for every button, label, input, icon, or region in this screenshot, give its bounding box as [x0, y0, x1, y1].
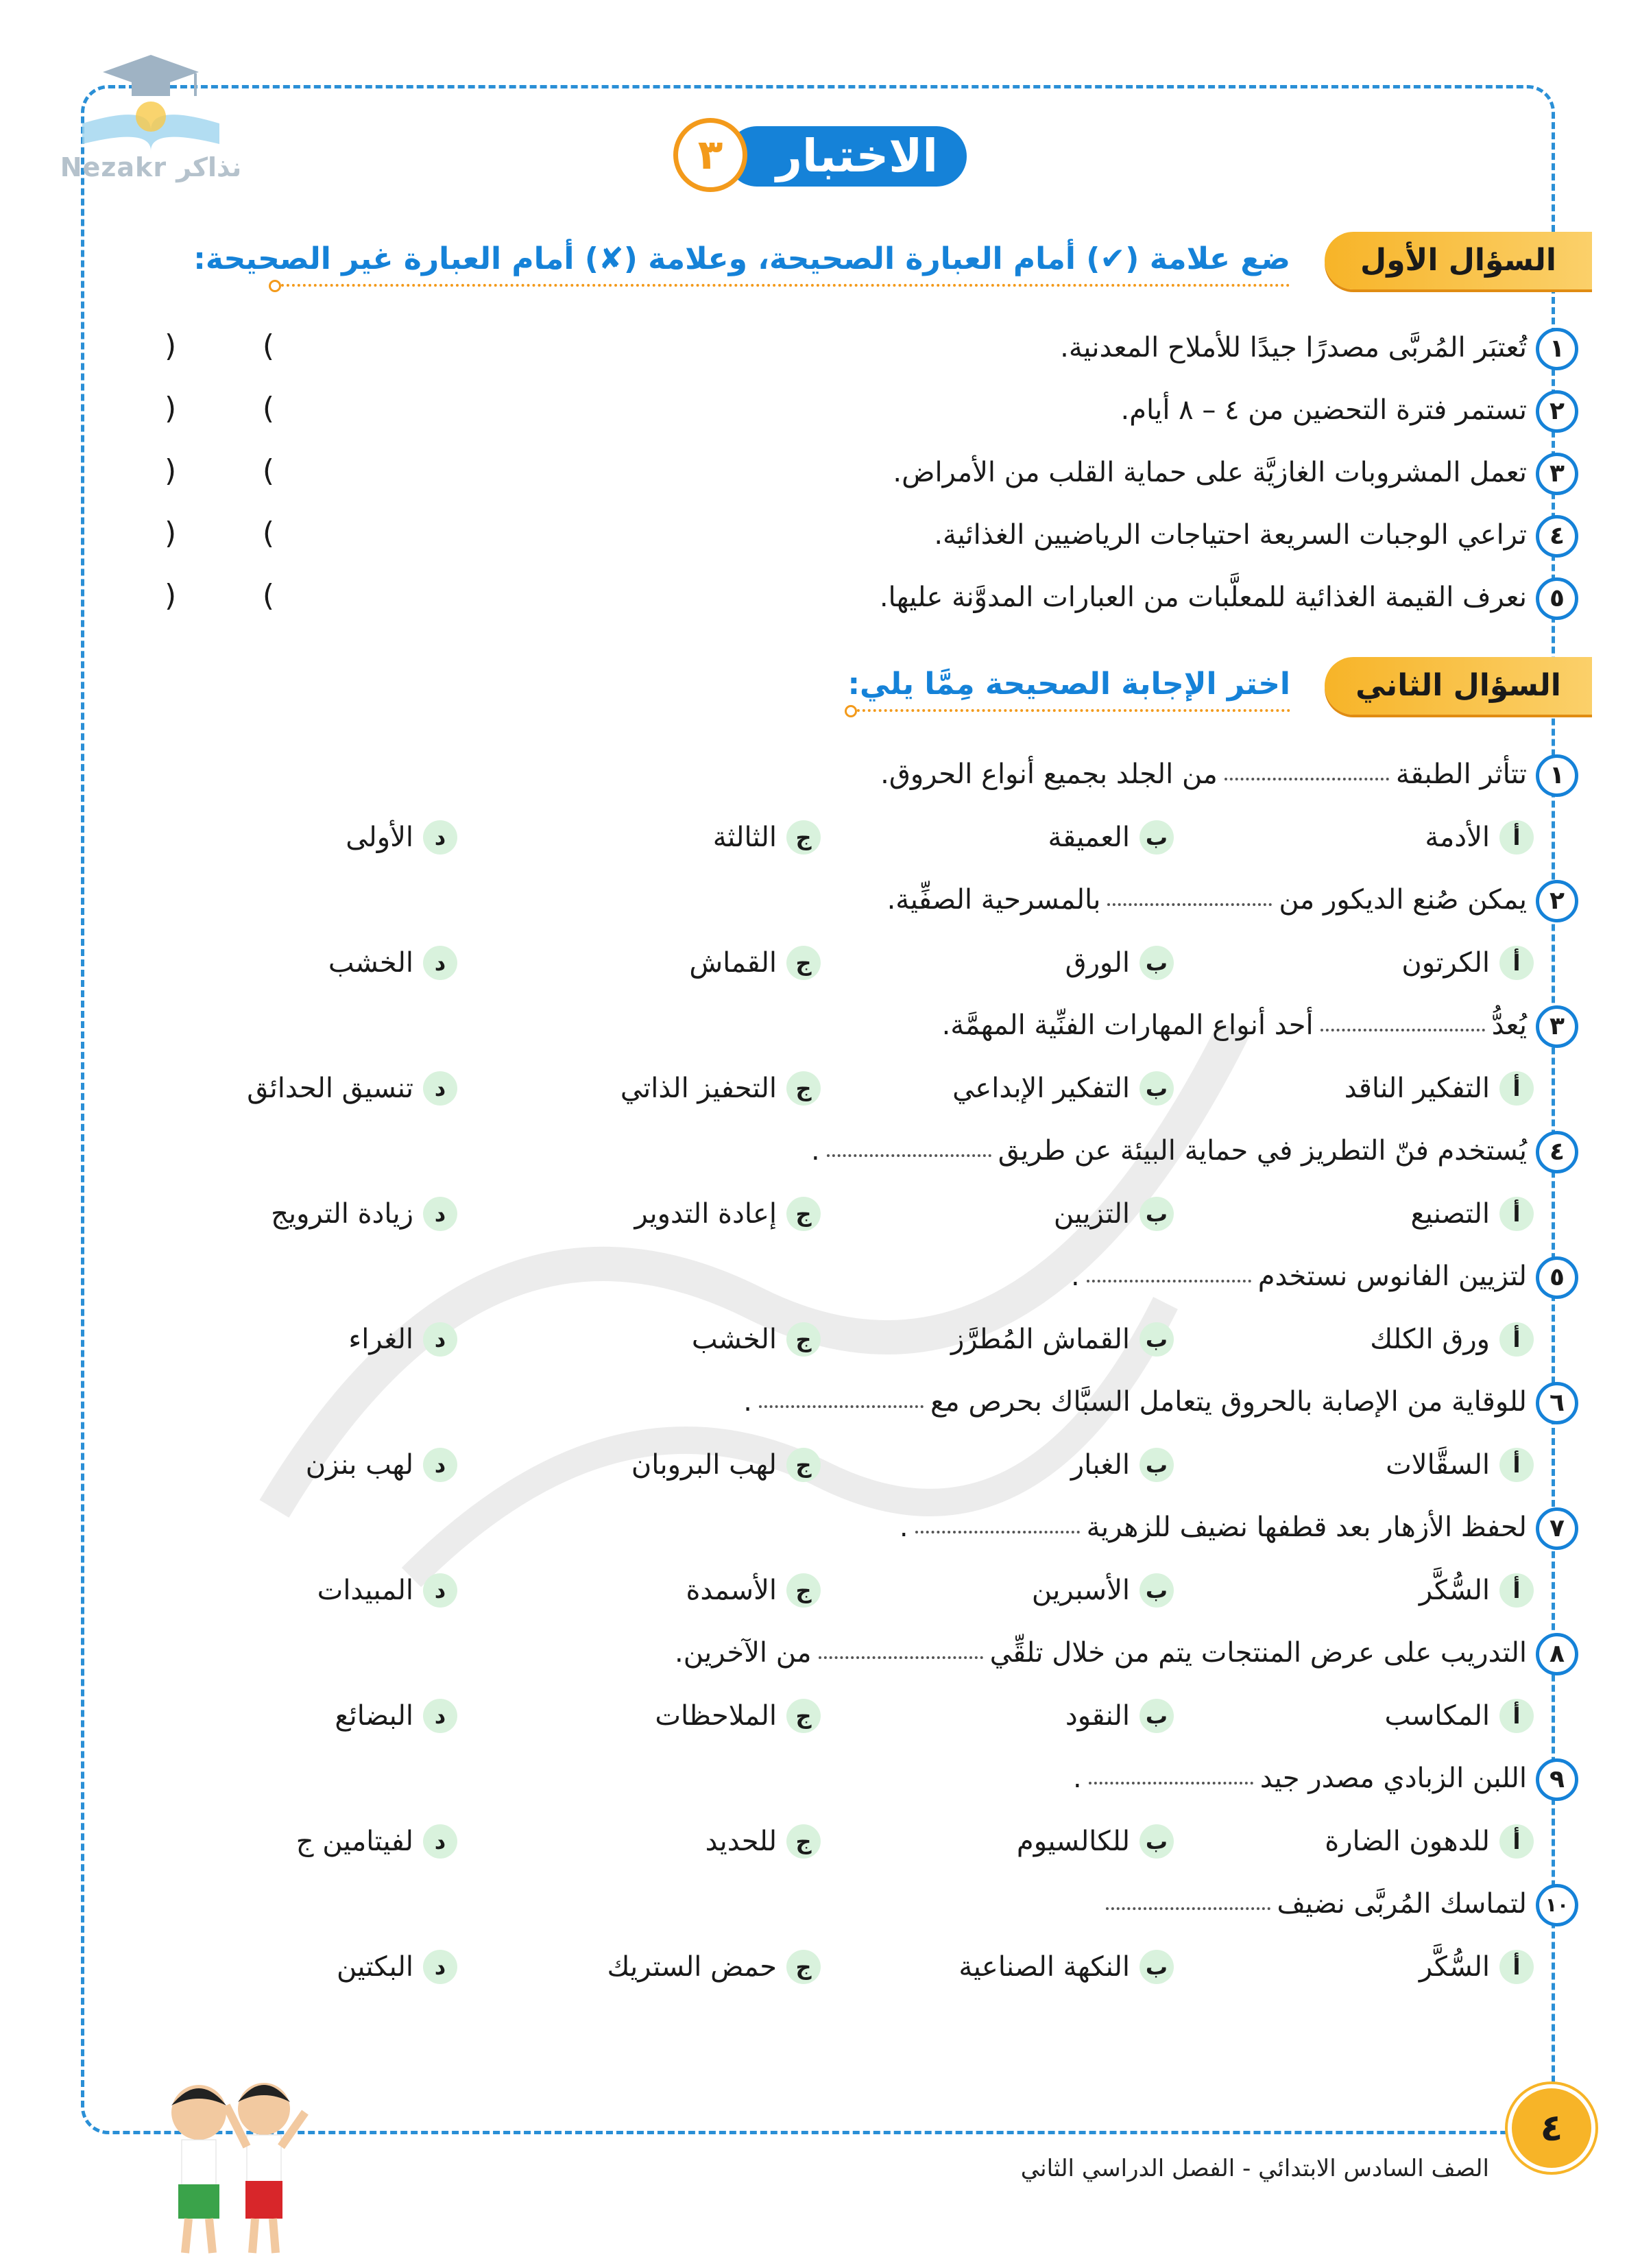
option-1[interactable]: [1385, 1695, 1534, 1737]
question-1-header: [193, 232, 1592, 289]
option-text: تنسيق الحدائق: [247, 1073, 413, 1104]
option-letter: ب: [1139, 1322, 1174, 1357]
item-number: ٣: [1536, 453, 1578, 495]
option-text: التصنيع: [1410, 1198, 1490, 1230]
item-number: ١: [1536, 328, 1578, 370]
blank-line: [759, 1398, 924, 1408]
option-text: القماش المُطرَّز: [950, 1324, 1130, 1355]
blank-line: [1087, 1273, 1251, 1282]
option-1[interactable]: [1386, 1444, 1534, 1486]
option-letter: د: [423, 1573, 457, 1608]
stem-after: من الآخرين.: [675, 1637, 812, 1669]
option-letter: د: [423, 1699, 457, 1733]
option-text: السقَّالات: [1386, 1449, 1490, 1481]
option-3[interactable]: [607, 1946, 821, 1988]
item-number: ٤: [1536, 1131, 1578, 1173]
question-stem: [1099, 1883, 1528, 1925]
question-stem: [1071, 1255, 1527, 1298]
stem-after: .: [811, 1135, 820, 1167]
option-1[interactable]: [1419, 1569, 1534, 1612]
option-4[interactable]: [337, 1946, 457, 1988]
option-text: لفيتامين ج: [296, 1826, 413, 1857]
option-4[interactable]: [317, 1569, 457, 1612]
option-letter: أ: [1499, 1950, 1534, 1984]
option-text: الخشب: [691, 1324, 777, 1355]
stem-after: أحد أنواع المهارات الفنِّية المهمَّة.: [941, 1010, 1314, 1041]
answer-box[interactable]: [165, 450, 274, 492]
question-stem: [743, 1381, 1527, 1423]
item-number: ٧: [1536, 1507, 1578, 1550]
option-1[interactable]: [1425, 816, 1534, 859]
option-text: الكرتون: [1401, 947, 1490, 979]
question-stem: [887, 879, 1527, 921]
option-letter: ج: [786, 1071, 821, 1106]
option-text: النقود: [1065, 1700, 1130, 1732]
option-text: الملاحظات: [655, 1700, 777, 1732]
item-number: ٢: [1536, 390, 1578, 433]
paren-close: ): [165, 516, 177, 551]
option-text: القماش: [689, 947, 777, 979]
option-letter: ب: [1139, 1950, 1174, 1984]
item-number: ٤: [1536, 515, 1578, 558]
statement-text: تُعتبَر المُربَّى مصدرًا جيدًا للأملاح المعدنية.: [1060, 332, 1527, 363]
paren-open: (: [262, 578, 274, 613]
option-text: التفكير الإبداعي: [952, 1073, 1130, 1104]
logo-text: Nezakr نذاكر: [60, 152, 242, 182]
option-text: إعادة التدوير: [634, 1198, 777, 1230]
option-3[interactable]: [634, 1193, 821, 1235]
answer-box[interactable]: [165, 512, 274, 555]
option-1[interactable]: [1370, 1318, 1534, 1361]
option-text: الأدمة: [1425, 822, 1490, 853]
stem-before: للوقاية من الإصابة بالحروق يتعامل السبَّاك بحرص مع: [930, 1386, 1527, 1418]
option-text: الخشب: [328, 947, 413, 979]
option-letter: ج: [786, 1699, 821, 1733]
option-3[interactable]: [692, 1318, 821, 1361]
paren-open: (: [262, 329, 274, 363]
statement-text: تراعي الوجبات السريعة احتياجات الرياضيين الغذائية.: [934, 519, 1527, 551]
option-text: البضائع: [335, 1700, 413, 1732]
item-number: ٥: [1536, 1256, 1578, 1299]
statement-text: تستمر فترة التحضين من ٤ – ٨ أيام.: [1120, 394, 1527, 426]
question-2-tag: السؤال الثاني: [1325, 657, 1592, 715]
stem-before: لتماسك المُربَّى نضيف: [1277, 1888, 1527, 1920]
blank-line: [1089, 1775, 1253, 1784]
stem-before: يُستخدم فنّ التطريز في حماية البيئة عن طريق: [998, 1135, 1527, 1167]
option-letter: أ: [1499, 1071, 1534, 1106]
option-text: حمض الستريك: [607, 1951, 777, 1983]
option-2[interactable]: [1065, 942, 1174, 984]
option-text: الورق: [1065, 947, 1130, 979]
paren-open: (: [262, 391, 274, 426]
option-4[interactable]: [328, 942, 457, 984]
option-text: لهب البروبان: [631, 1449, 777, 1481]
option-text: الغراء: [348, 1324, 413, 1355]
option-letter: ب: [1139, 820, 1174, 855]
option-4[interactable]: [306, 1444, 457, 1486]
option-letter: د: [423, 1950, 457, 1984]
option-4[interactable]: [271, 1193, 457, 1235]
question-stem: [675, 1632, 1527, 1674]
option-letter: ب: [1139, 1448, 1174, 1482]
stem-after: .: [1073, 1763, 1082, 1794]
paren-close: ): [165, 391, 177, 426]
paren-close: ): [165, 329, 177, 363]
kids-illustration-icon: [144, 2064, 315, 2263]
option-letter: ب: [1139, 1197, 1174, 1231]
option-text: السُّكَّر: [1419, 1575, 1490, 1606]
option-3[interactable]: [706, 1820, 821, 1863]
question-1-tag: السؤال الأول: [1325, 232, 1592, 289]
blank-line: [1321, 1022, 1485, 1031]
stem-before: لحفظ الأزهار بعد قطفها نضيف للزهرية: [1086, 1512, 1527, 1543]
option-text: لهب بنزن: [305, 1449, 413, 1481]
answer-box[interactable]: [165, 325, 274, 368]
option-text: الغبار: [1070, 1449, 1130, 1481]
item-number: ٦: [1536, 1382, 1578, 1424]
option-letter: ج: [786, 946, 821, 980]
question-stem: [942, 1004, 1527, 1047]
blank-line: [1107, 896, 1272, 906]
option-text: العميقة: [1048, 822, 1130, 853]
option-letter: ج: [786, 1197, 821, 1231]
option-1[interactable]: [1419, 1946, 1534, 1988]
option-letter: ج: [786, 1573, 821, 1608]
option-text: المبيدات: [317, 1575, 413, 1606]
option-text: الثالثة: [712, 822, 777, 853]
option-3[interactable]: [686, 1569, 821, 1612]
option-text: الأسمدة: [686, 1575, 777, 1606]
option-letter: أ: [1499, 1322, 1534, 1357]
option-letter: د: [423, 1071, 457, 1106]
page-number: ٤: [1512, 2088, 1591, 2168]
option-4[interactable]: [247, 1067, 457, 1110]
option-letter: أ: [1499, 1573, 1534, 1608]
item-number: ٨: [1536, 1633, 1578, 1675]
option-letter: أ: [1499, 1448, 1534, 1482]
option-letter: أ: [1499, 1699, 1534, 1733]
stem-before: لتزيين الفانوس نستخدم: [1257, 1261, 1527, 1292]
option-2[interactable]: [952, 1067, 1174, 1110]
statement-text: نعرف القيمة الغذائية للمعلَّبات من العبارات المدوَّنة عليها.: [879, 582, 1527, 613]
option-text: البكتين: [336, 1951, 413, 1983]
option-text: النكهة الصناعية: [958, 1951, 1130, 1983]
option-letter: د: [423, 1448, 457, 1482]
option-2[interactable]: [1048, 816, 1174, 859]
option-letter: ب: [1139, 1699, 1174, 1733]
question-stem: [880, 753, 1527, 796]
stem-before: تتأثر الطبقة: [1395, 759, 1527, 790]
option-letter: ب: [1139, 1573, 1174, 1608]
option-text: السُّكَّر: [1419, 1951, 1490, 1983]
option-3[interactable]: [631, 1444, 821, 1486]
option-text: زيادة الترويج: [271, 1198, 413, 1230]
option-letter: ج: [786, 1950, 821, 1984]
option-letter: ج: [786, 1448, 821, 1482]
item-number: ١٠: [1536, 1884, 1578, 1926]
option-text: التحفيز الذاتي: [620, 1073, 777, 1104]
option-text: ورق الكلك: [1370, 1324, 1490, 1355]
stem-before: التدريب على عرض المنتجات يتم من خلال تلقِّي: [989, 1637, 1527, 1669]
option-2[interactable]: [1017, 1820, 1174, 1863]
option-text: الأولى: [346, 822, 413, 853]
option-1[interactable]: [1401, 942, 1534, 984]
stem-after: .: [899, 1512, 908, 1543]
paren-open: (: [262, 516, 274, 551]
option-letter: د: [423, 946, 457, 980]
test-title-badge: [673, 118, 967, 192]
option-2[interactable]: [1054, 1193, 1174, 1235]
statement-text: تعمل المشروبات الغازيَّة على حماية القلب من الأمراض.: [893, 457, 1527, 488]
option-3[interactable]: [713, 816, 821, 859]
option-letter: ج: [786, 1322, 821, 1357]
question-stem: [900, 1506, 1527, 1549]
option-1[interactable]: [1325, 1820, 1534, 1863]
question-2-instruction: اختر الإجابة الصحيحة مِمَّا يلي:: [847, 667, 1290, 702]
option-4[interactable]: [348, 1318, 457, 1361]
question-1-instruction: ضع علامة (✔) أمام العبارة الصحيحة، وعلامة (✘) أمام العبارة غير الصحيحة:: [193, 241, 1290, 276]
option-1[interactable]: [1344, 1067, 1534, 1110]
item-number: ٣: [1536, 1005, 1578, 1048]
option-letter: ب: [1139, 946, 1174, 980]
blank-line: [915, 1524, 1080, 1533]
question-2-header: [221, 657, 1592, 715]
blank-line: [1106, 1900, 1270, 1910]
option-letter: أ: [1499, 1824, 1534, 1859]
question-stem: [1073, 1757, 1527, 1800]
option-text: التفكير الناقد: [1344, 1073, 1490, 1104]
option-3[interactable]: [689, 942, 821, 984]
option-letter: ب: [1139, 1824, 1174, 1859]
option-letter: ج: [786, 1824, 821, 1859]
item-number: ٩: [1536, 1758, 1578, 1801]
option-text: للحديد: [705, 1826, 777, 1857]
option-2[interactable]: [1032, 1569, 1174, 1612]
option-3[interactable]: [620, 1067, 821, 1110]
stem-before: يُعدُّ: [1491, 1010, 1527, 1041]
test-title: الاختبار: [727, 126, 967, 187]
paren-open: (: [262, 453, 274, 488]
blank-line: [827, 1147, 991, 1157]
option-letter: ب: [1139, 1071, 1174, 1106]
stem-before: يمكن صُنع الديكور من: [1279, 884, 1527, 916]
option-letter: د: [423, 820, 457, 855]
option-2[interactable]: [1071, 1444, 1174, 1486]
stem-after: .: [1071, 1261, 1080, 1292]
option-letter: أ: [1499, 820, 1534, 855]
option-text: التزيين: [1053, 1198, 1130, 1230]
option-letter: أ: [1499, 946, 1534, 980]
paren-close: ): [165, 453, 177, 488]
answer-box[interactable]: [165, 387, 274, 430]
option-letter: د: [423, 1322, 457, 1357]
option-1[interactable]: [1411, 1193, 1534, 1235]
option-2[interactable]: [958, 1946, 1174, 1988]
option-letter: د: [423, 1197, 457, 1231]
item-number: ٥: [1536, 577, 1578, 620]
option-letter: د: [423, 1824, 457, 1859]
stem-after: بالمسرحية الصفِّية.: [887, 884, 1101, 916]
option-letter: أ: [1499, 1197, 1534, 1231]
stem-before: اللبن الزبادي مصدر جيد: [1259, 1763, 1527, 1794]
option-letter: ج: [786, 820, 821, 855]
blank-line: [1225, 771, 1389, 780]
option-text: للكالسيوم: [1016, 1826, 1130, 1857]
option-text: الأسبرين: [1031, 1575, 1130, 1606]
blank-line: [819, 1649, 983, 1659]
option-4[interactable]: [335, 1695, 457, 1737]
option-text: المكاسب: [1384, 1700, 1490, 1732]
stem-after: من الجلد بجميع أنواع الحروق.: [880, 759, 1218, 790]
answer-box[interactable]: [165, 575, 274, 617]
item-number: ٢: [1536, 880, 1578, 922]
stem-after: .: [743, 1386, 753, 1418]
option-3[interactable]: [655, 1695, 821, 1737]
option-2[interactable]: [1065, 1695, 1174, 1737]
option-2[interactable]: [951, 1318, 1174, 1361]
item-number: ١: [1536, 754, 1578, 797]
footer-text: الصف السادس الابتدائي - الفصل الدراسي الثاني: [1020, 2155, 1489, 2182]
option-4[interactable]: [296, 1820, 457, 1863]
paren-close: ): [165, 578, 177, 613]
option-text: للدهون الضارة: [1325, 1826, 1490, 1857]
test-number: ٣: [673, 118, 747, 192]
option-4[interactable]: [346, 816, 457, 859]
question-stem: [811, 1130, 1527, 1172]
